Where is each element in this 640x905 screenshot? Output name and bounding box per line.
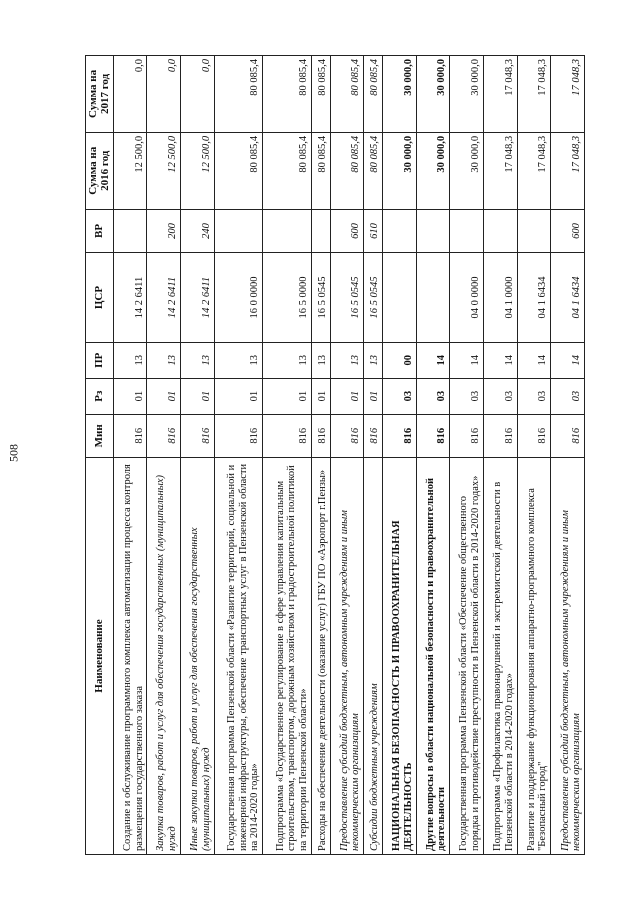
cell-min: 816 bbox=[147, 414, 181, 458]
cell-vr: 600 bbox=[330, 209, 364, 253]
cell-rz: 01 bbox=[147, 378, 181, 414]
cell-csr: 04 1 6434 bbox=[517, 253, 551, 343]
cell-min: 816 bbox=[263, 414, 312, 458]
cell-pr: 14 bbox=[450, 342, 484, 378]
cell-name: НАЦИОНАЛЬНАЯ БЕЗОПАСНОСТЬ И ПРАВООХРАНИТЕЛЬНАЯ ДЕЯТЕЛЬНОСТЬ bbox=[382, 458, 416, 855]
cell-min: 816 bbox=[364, 414, 383, 458]
cell-csr: 16 0 0000 bbox=[214, 253, 263, 343]
header-sum-2016: Сумма на 2016 год bbox=[86, 132, 114, 209]
cell-min: 816 bbox=[416, 414, 450, 458]
table-row bbox=[214, 56, 263, 855]
cell-pr: 14 bbox=[483, 342, 517, 378]
cell-csr: 04 0 0000 bbox=[450, 253, 484, 343]
cell-min: 816 bbox=[551, 414, 585, 458]
cell-rz: 01 bbox=[180, 378, 214, 414]
cell-rz: 01 bbox=[214, 378, 263, 414]
cell-name: Расходы на обеспечение деятельности (оказание услуг) ГБУ ПО «Аэропорт г.Пензы» bbox=[311, 458, 330, 855]
cell-pr: 13 bbox=[147, 342, 181, 378]
cell-min: 816 bbox=[330, 414, 364, 458]
header-name: Наименование bbox=[86, 458, 114, 855]
cell-min: 816 bbox=[311, 414, 330, 458]
cell-sum-2016: 80 085,4 bbox=[263, 132, 312, 209]
cell-pr: 13 bbox=[214, 342, 263, 378]
cell-min: 816 bbox=[214, 414, 263, 458]
table-header-row bbox=[86, 56, 114, 855]
cell-sum-2016: 80 085,4 bbox=[330, 132, 364, 209]
cell-sum-2017: 0,0 bbox=[113, 56, 147, 133]
cell-name: Иные закупки товаров, работ и услуг для обеспечения государственных (муниципальных) нужд bbox=[180, 458, 214, 855]
cell-rz: 03 bbox=[416, 378, 450, 414]
cell-sum-2016: 80 085,4 bbox=[364, 132, 383, 209]
table-row bbox=[483, 56, 517, 855]
cell-pr: 14 bbox=[517, 342, 551, 378]
cell-sum-2017: 80 085,4 bbox=[364, 56, 383, 133]
cell-sum-2016: 17 048,3 bbox=[551, 132, 585, 209]
header-min: Мин bbox=[86, 414, 114, 458]
cell-csr: 14 2 6411 bbox=[113, 253, 147, 343]
cell-csr: 04 1 0000 bbox=[483, 253, 517, 343]
cell-csr: 04 1 6434 bbox=[551, 253, 585, 343]
table-row bbox=[180, 56, 214, 855]
cell-pr: 14 bbox=[416, 342, 450, 378]
cell-vr bbox=[483, 209, 517, 253]
cell-sum-2017: 80 085,4 bbox=[330, 56, 364, 133]
header-vr: ВР bbox=[86, 209, 114, 253]
cell-vr bbox=[311, 209, 330, 253]
rotated-table-container bbox=[85, 55, 585, 855]
cell-csr: 16 5 0545 bbox=[311, 253, 330, 343]
cell-pr: 13 bbox=[263, 342, 312, 378]
cell-name: Закупка товаров, работ и услуг для обеспечения государственных (муниципальных) нужд bbox=[147, 458, 181, 855]
cell-pr: 13 bbox=[311, 342, 330, 378]
cell-name: Субсидии бюджетным учреждениям bbox=[364, 458, 383, 855]
header-sum-2017: Сумма на 2017 год bbox=[86, 56, 114, 133]
cell-sum-2016: 30 000,0 bbox=[416, 132, 450, 209]
cell-rz: 01 bbox=[364, 378, 383, 414]
cell-sum-2016: 12 500,0 bbox=[113, 132, 147, 209]
table-body bbox=[113, 56, 584, 855]
cell-rz: 01 bbox=[311, 378, 330, 414]
budget-table-frame bbox=[85, 55, 585, 855]
cell-rz: 03 bbox=[517, 378, 551, 414]
cell-sum-2016: 30 000,0 bbox=[450, 132, 484, 209]
cell-name: Другие вопросы в области национальной безопасности и правоохранительной деятельности bbox=[416, 458, 450, 855]
cell-rz: 03 bbox=[382, 378, 416, 414]
cell-name: Государственная программа Пензенской области «Обеспечение общественного порядка и противодействие преступности в Пензенской области в 2014-2020 годах» bbox=[450, 458, 484, 855]
cell-csr: 14 2 6411 bbox=[180, 253, 214, 343]
table-row bbox=[382, 56, 416, 855]
cell-sum-2017: 17 048,3 bbox=[483, 56, 517, 133]
cell-csr: 14 2 6411 bbox=[147, 253, 181, 343]
cell-vr bbox=[416, 209, 450, 253]
header-pr: ПР bbox=[86, 342, 114, 378]
page-number-strip bbox=[0, 0, 28, 905]
page-number: 508 bbox=[6, 443, 21, 462]
cell-sum-2017: 30 000,0 bbox=[382, 56, 416, 133]
cell-pr: 13 bbox=[180, 342, 214, 378]
cell-vr bbox=[450, 209, 484, 253]
cell-sum-2016: 12 500,0 bbox=[147, 132, 181, 209]
cell-vr bbox=[382, 209, 416, 253]
table-row bbox=[113, 56, 147, 855]
cell-name: Предоставление субсидий бюджетным, автономным учреждениям и иным некоммерческим организациям bbox=[330, 458, 364, 855]
table-row bbox=[416, 56, 450, 855]
cell-sum-2016: 17 048,3 bbox=[517, 132, 551, 209]
table-row bbox=[147, 56, 181, 855]
cell-sum-2017: 0,0 bbox=[147, 56, 181, 133]
table-row bbox=[263, 56, 312, 855]
cell-vr bbox=[113, 209, 147, 253]
cell-min: 816 bbox=[517, 414, 551, 458]
cell-pr: 14 bbox=[551, 342, 585, 378]
cell-sum-2017: 80 085,4 bbox=[263, 56, 312, 133]
cell-sum-2016: 12 500,0 bbox=[180, 132, 214, 209]
cell-vr: 610 bbox=[364, 209, 383, 253]
cell-name: Создание и обслуживание программного комплекса автоматизации процесса контроля размещения государственного заказа bbox=[113, 458, 147, 855]
cell-rz: 01 bbox=[330, 378, 364, 414]
cell-sum-2017: 0,0 bbox=[180, 56, 214, 133]
cell-rz: 03 bbox=[483, 378, 517, 414]
cell-csr: 16 5 0000 bbox=[263, 253, 312, 343]
cell-min: 816 bbox=[382, 414, 416, 458]
cell-sum-2016: 30 000,0 bbox=[382, 132, 416, 209]
cell-csr bbox=[382, 253, 416, 343]
header-csr: ЦСР bbox=[86, 253, 114, 343]
table-row bbox=[450, 56, 484, 855]
cell-sum-2016: 80 085,4 bbox=[214, 132, 263, 209]
cell-min: 816 bbox=[180, 414, 214, 458]
cell-min: 816 bbox=[450, 414, 484, 458]
cell-sum-2017: 17 048,3 bbox=[551, 56, 585, 133]
cell-vr bbox=[517, 209, 551, 253]
cell-rz: 01 bbox=[263, 378, 312, 414]
cell-name: Развитие и поддержание функционирования аппаратно-программного комплекса "Безопасный город" bbox=[517, 458, 551, 855]
cell-rz: 03 bbox=[551, 378, 585, 414]
table-row bbox=[551, 56, 585, 855]
cell-csr bbox=[416, 253, 450, 343]
table-row bbox=[311, 56, 330, 855]
cell-sum-2016: 80 085,4 bbox=[311, 132, 330, 209]
cell-name: Подпрограмма «Профилактика правонарушений и экстремистской деятельности в Пензенской области в 2014-2020 годах» bbox=[483, 458, 517, 855]
cell-vr bbox=[263, 209, 312, 253]
cell-name: Государственная программа Пензенской области «Развитие территорий, социальной и инженерной инфраструктуры, обеспечение транспортных услуг в Пензенской области на 2014-2020 годы» bbox=[214, 458, 263, 855]
cell-sum-2017: 30 000,0 bbox=[450, 56, 484, 133]
cell-vr: 200 bbox=[147, 209, 181, 253]
cell-name: Подпрограмма «Государственное регулирование в сфере управления капитальным строительством, транспортом, дорожным хозяйством и градостроительной политикой на территории Пензенской области» bbox=[263, 458, 312, 855]
cell-pr: 13 bbox=[113, 342, 147, 378]
cell-csr: 16 5 0545 bbox=[364, 253, 383, 343]
cell-vr: 600 bbox=[551, 209, 585, 253]
cell-min: 816 bbox=[113, 414, 147, 458]
cell-name: Предоставление субсидий бюджетным, автономным учреждениям и иным некоммерческим организациям bbox=[551, 458, 585, 855]
budget-table bbox=[85, 55, 585, 855]
cell-sum-2017: 80 085,4 bbox=[214, 56, 263, 133]
table-row bbox=[330, 56, 364, 855]
cell-vr: 240 bbox=[180, 209, 214, 253]
cell-min: 816 bbox=[483, 414, 517, 458]
cell-csr: 16 5 0545 bbox=[330, 253, 364, 343]
table-row bbox=[364, 56, 383, 855]
cell-pr: 00 bbox=[382, 342, 416, 378]
cell-rz: 01 bbox=[113, 378, 147, 414]
table-row bbox=[517, 56, 551, 855]
cell-sum-2017: 30 000,0 bbox=[416, 56, 450, 133]
cell-pr: 13 bbox=[330, 342, 364, 378]
cell-vr bbox=[214, 209, 263, 253]
cell-sum-2017: 80 085,4 bbox=[311, 56, 330, 133]
header-rz: Рз bbox=[86, 378, 114, 414]
cell-sum-2017: 17 048,3 bbox=[517, 56, 551, 133]
cell-pr: 13 bbox=[364, 342, 383, 378]
cell-rz: 03 bbox=[450, 378, 484, 414]
cell-sum-2016: 17 048,3 bbox=[483, 132, 517, 209]
